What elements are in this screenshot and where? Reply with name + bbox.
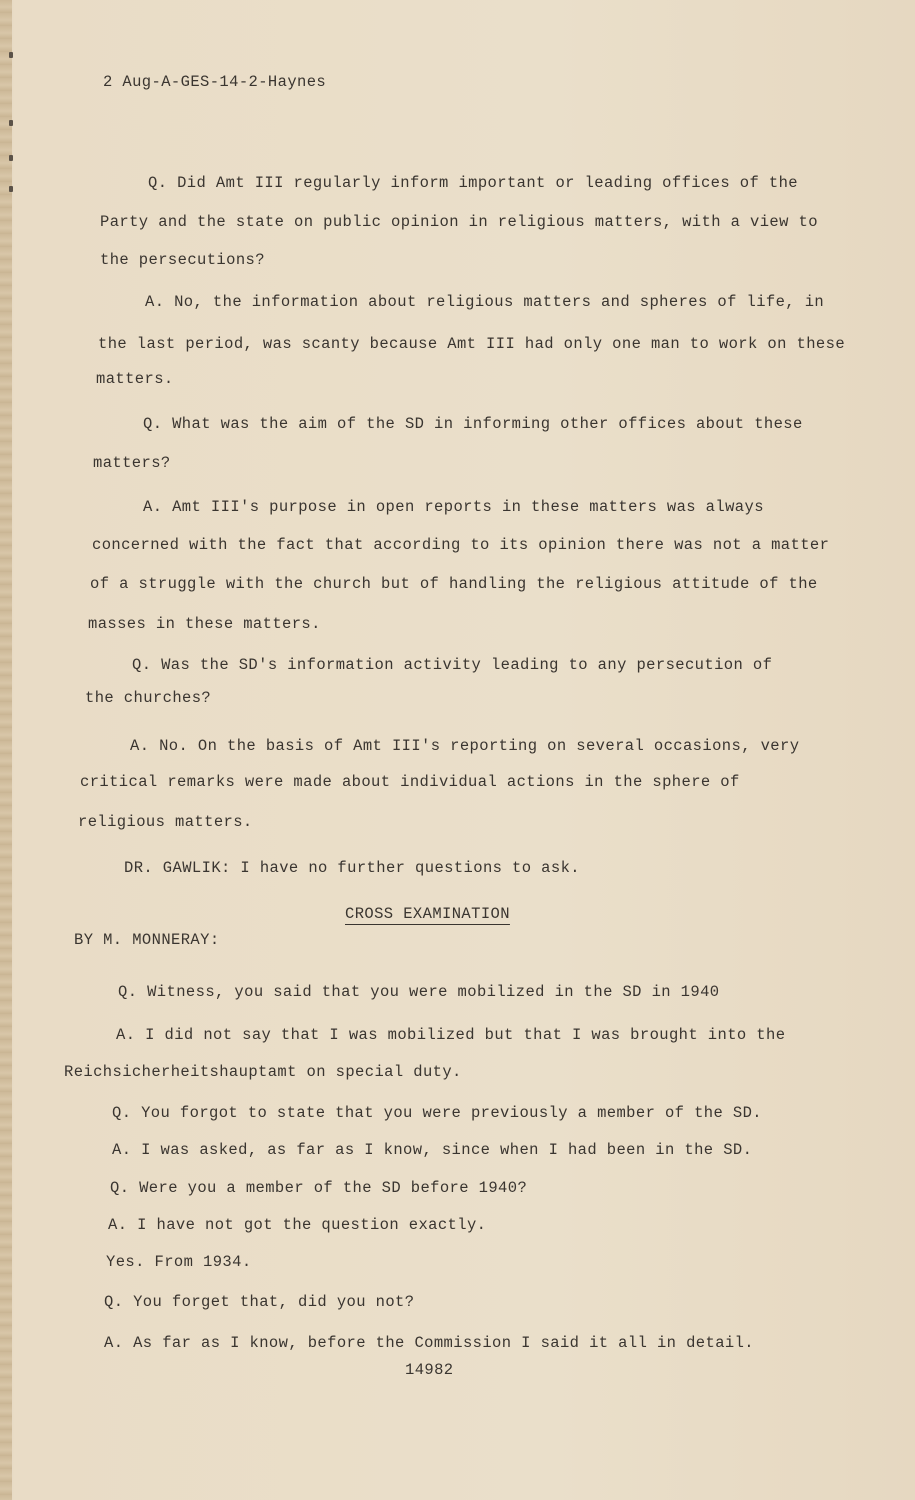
binding-hole-mark <box>9 52 13 58</box>
cross-examination-line: Q. You forget that, did you not? <box>104 1293 415 1311</box>
cross-examination-line: A. I did not say that I was mobilized but that I was brought into the <box>116 1026 786 1044</box>
transcript-line: Q. What was the aim of the SD in informing other offices about these <box>143 415 803 433</box>
transcript-line: Q. Did Amt III regularly inform important or leading offices of the <box>148 174 799 192</box>
cross-examination-line: Q. Were you a member of the SD before 1940? <box>110 1179 528 1197</box>
transcript-line: religious matters. <box>78 813 253 831</box>
transcript-line: Q. Was the SD's information activity leading to any persecution of <box>132 656 773 674</box>
transcript-line: matters? <box>93 454 171 472</box>
transcript-line: Party and the state on public opinion in religious matters, with a view to <box>100 213 818 231</box>
binding-hole-mark <box>9 186 13 192</box>
transcript-line: DR. GAWLIK: I have no further questions to ask. <box>124 859 580 877</box>
transcript-line: matters. <box>96 370 174 388</box>
torn-paper-edge <box>0 0 12 1500</box>
transcript-line: the last period, was scanty because Amt III had only one man to work on these <box>98 335 846 353</box>
cross-examination-line: Reichsicherheitshauptamt on special duty. <box>64 1063 462 1081</box>
cross-examination-line: A. I have not got the question exactly. <box>108 1216 487 1234</box>
transcript-line: the persecutions? <box>100 251 265 269</box>
document-reference: 2 Aug-A-GES-14-2-Haynes <box>103 73 327 91</box>
transcript-line: of a struggle with the church but of handling the religious attitude of the <box>90 575 818 593</box>
transcript-line: the churches? <box>85 689 212 707</box>
cross-examination-line: Q. You forgot to state that you were previously a member of the SD. <box>112 1104 763 1122</box>
section-heading: CROSS EXAMINATION <box>345 905 510 923</box>
examiner-line: BY M. MONNERAY: <box>74 931 220 949</box>
page-number: 14982 <box>405 1361 454 1379</box>
transcript-line: critical remarks were made about individual actions in the sphere of <box>80 773 740 791</box>
cross-examination-line: A. As far as I know, before the Commission I said it all in detail. <box>104 1334 755 1352</box>
transcript-line: masses in these matters. <box>88 615 321 633</box>
binding-hole-mark <box>9 120 13 126</box>
transcript-line: A. Amt III's purpose in open reports in these matters was always <box>143 498 764 516</box>
binding-hole-mark <box>9 155 13 161</box>
transcript-line: concerned with the fact that according to its opinion there was not a matter <box>92 536 830 554</box>
transcript-line: A. No, the information about religious matters and spheres of life, in <box>145 293 825 311</box>
cross-examination-line: Yes. From 1934. <box>106 1253 252 1271</box>
transcript-line: A. No. On the basis of Amt III's reporting on several occasions, very <box>130 737 800 755</box>
cross-examination-line: A. I was asked, as far as I know, since when I had been in the SD. <box>112 1141 753 1159</box>
cross-examination-line: Q. Witness, you said that you were mobilized in the SD in 1940 <box>118 983 720 1001</box>
